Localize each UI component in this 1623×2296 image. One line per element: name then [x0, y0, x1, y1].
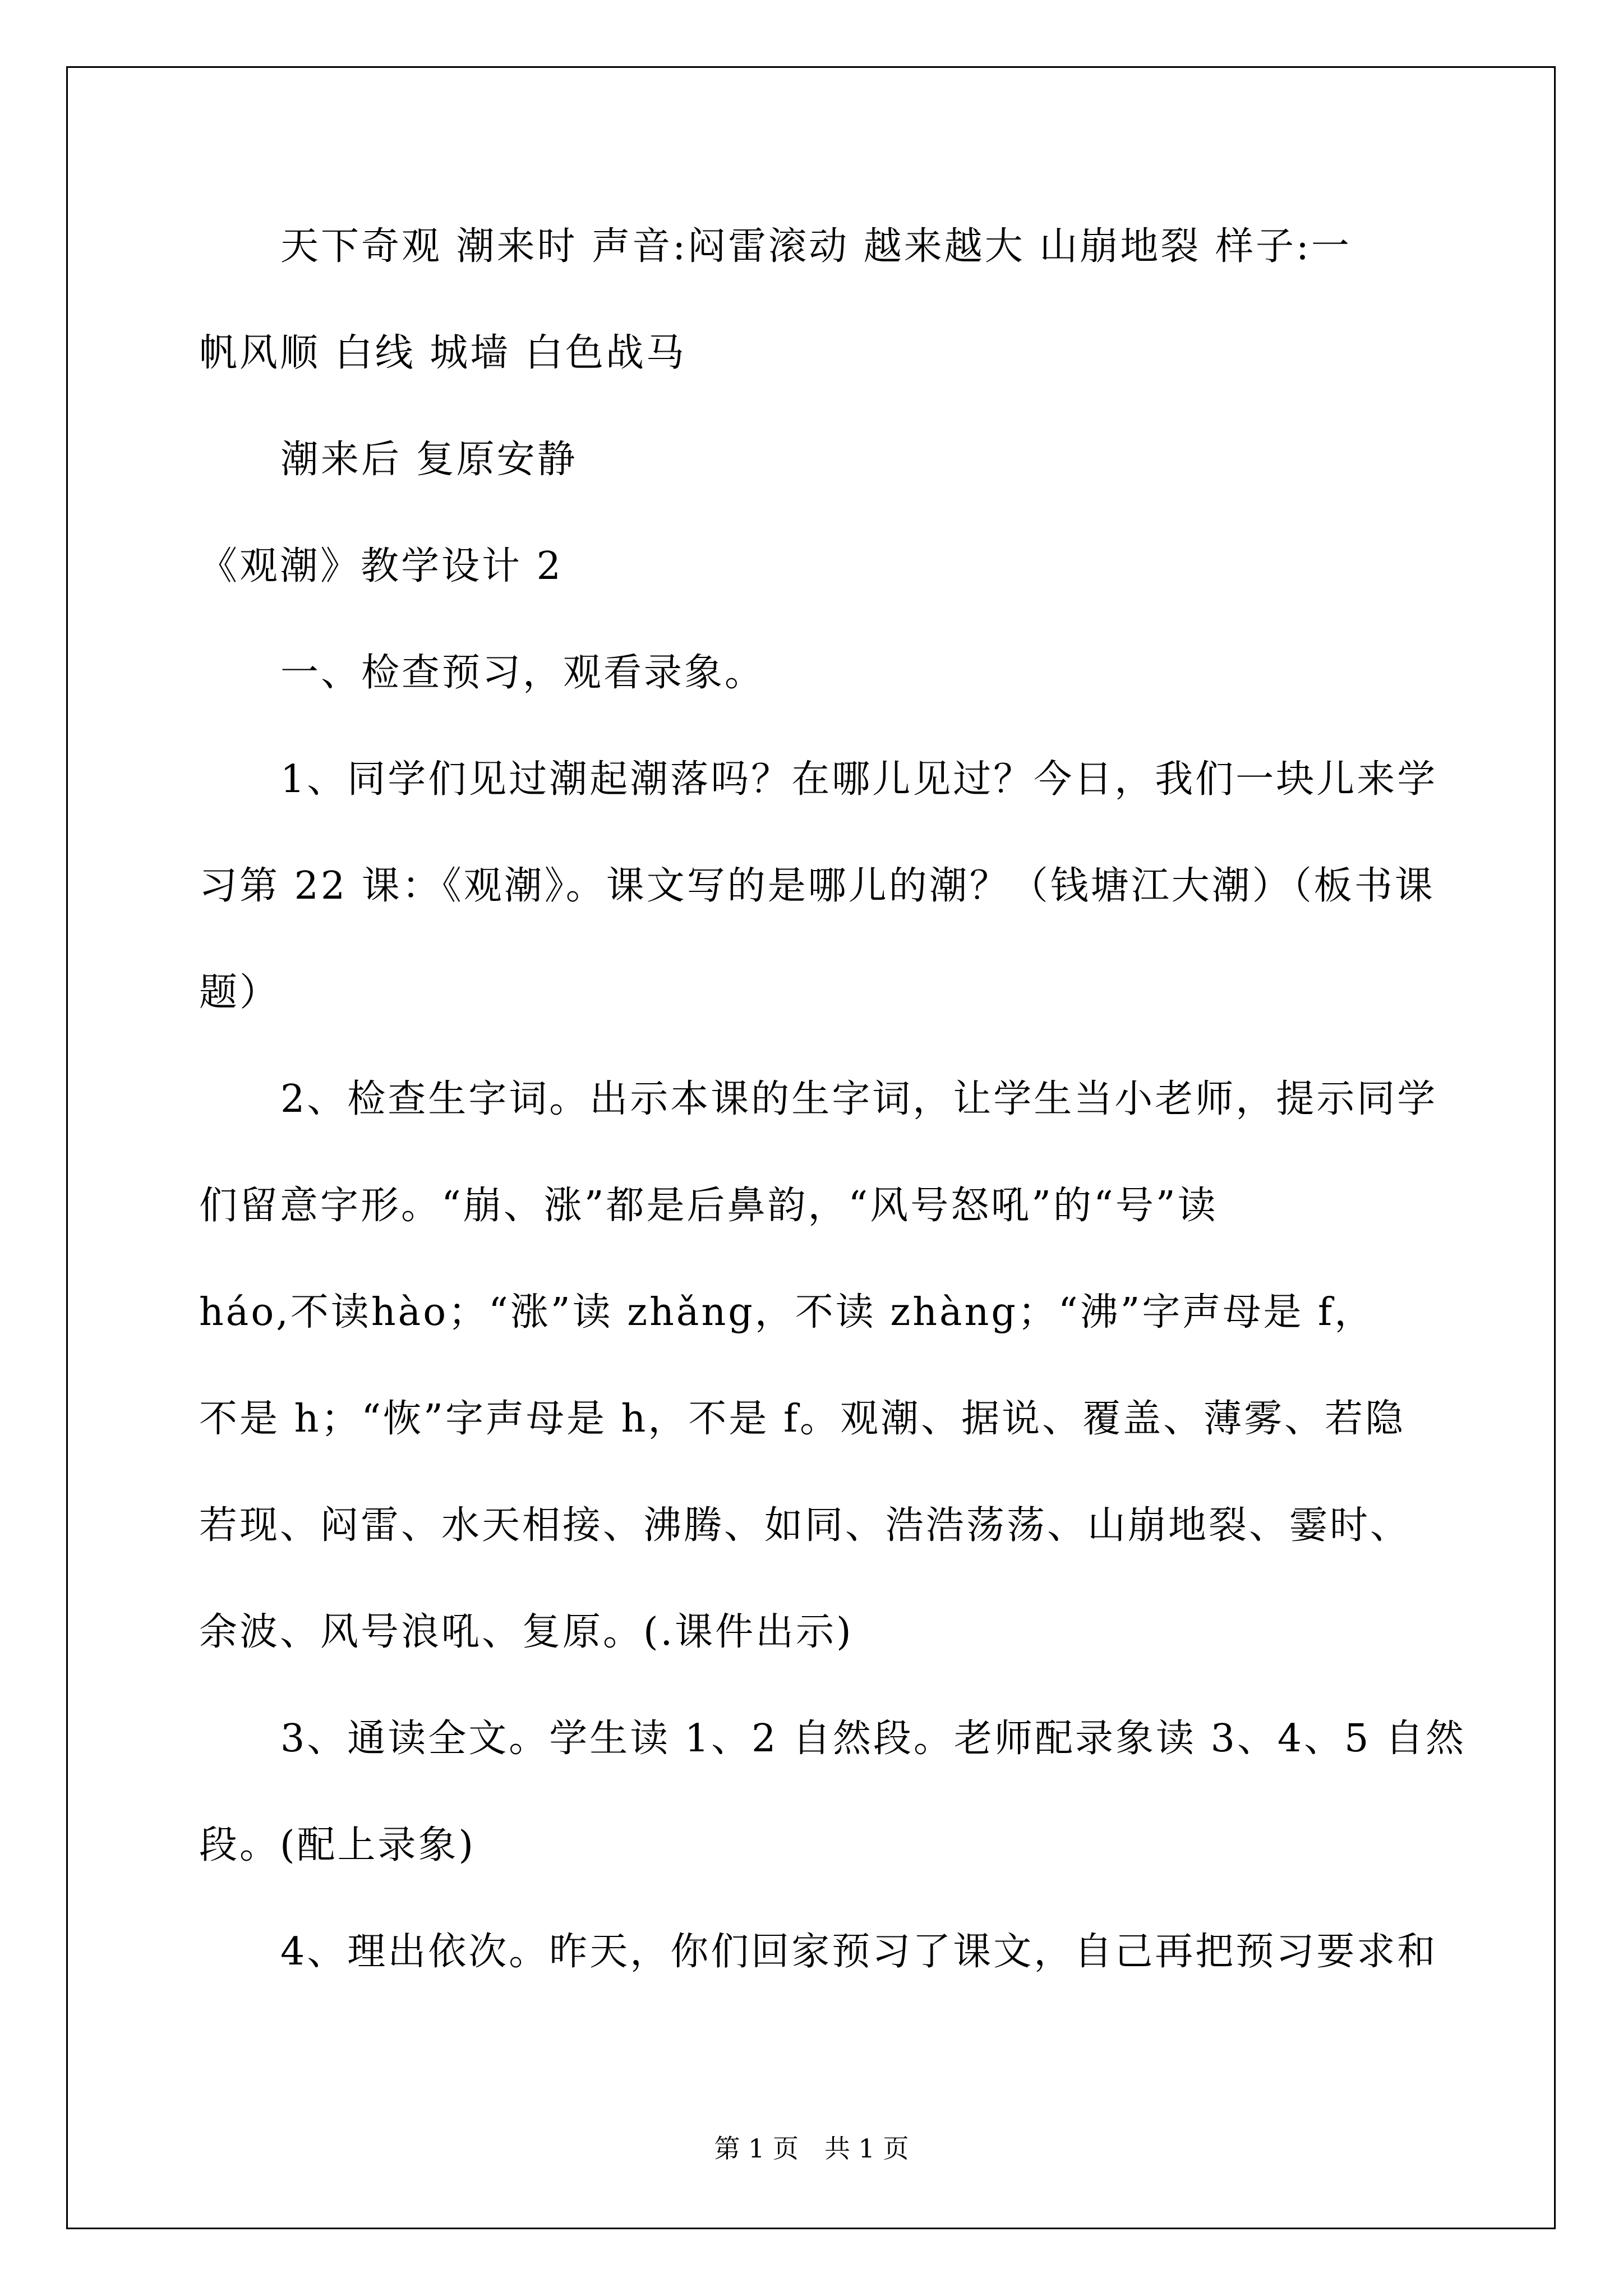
text-line: 1、同学们见过潮起潮落吗？在哪儿见过？今日，我们一块儿来学 — [280, 757, 1438, 802]
text-line: 一、检查预习，观看录象。 — [280, 651, 766, 695]
text-line: 习第 22 课：《观潮》。课文写的是哪儿的潮？（钱塘江大潮）（板书课 — [199, 864, 1435, 908]
text-line: 潮来后 复原安静 — [280, 438, 578, 482]
text-line: 们留意字形。“崩、涨”都是后鼻韵，“风号怒吼”的“号”读 — [199, 1184, 1218, 1228]
text-line: 不是 h；“恢”字声母是 h，不是 f。观潮、据说、覆盖、薄雾、若隐 — [199, 1397, 1406, 1441]
text-line: 帆风顺 白线 城墙 白色战马 — [199, 331, 686, 375]
text-line: 2、检查生字词。出示本课的生字词，让学生当小老师，提示同学 — [280, 1077, 1438, 1121]
text-line: 题） — [199, 970, 280, 1015]
text-line: 3、通读全文。学生读 1、2 自然段。老师配录象读 3、4、5 自然 — [280, 1717, 1467, 1761]
text-line: 若现、闷雷、水天相接、沸腾、如同、浩浩荡荡、山崩地裂、霎时、 — [199, 1503, 1411, 1548]
text-line: 段。(配上录象) — [199, 1823, 476, 1867]
page-border — [66, 66, 1556, 2229]
page-number: 第 1 页 共 1 页 — [714, 2133, 909, 2164]
text-line: 余波、风号浪吼、复原。(.课件出示) — [199, 1610, 854, 1654]
text-line: 4、理出依次。昨天，你们回家预习了课文，自己再把预习要求和 — [280, 1930, 1438, 1974]
text-line: háo,不读hào；“涨”读 zhǎng，不读 zhàng；“沸”字声母是 f， — [199, 1290, 1375, 1335]
text-line: 天下奇观 潮来时 声音:闷雷滚动 越来越大 山崩地裂 样子:一 — [280, 224, 1352, 269]
section-heading: 《观潮》教学设计 2 — [199, 544, 563, 588]
